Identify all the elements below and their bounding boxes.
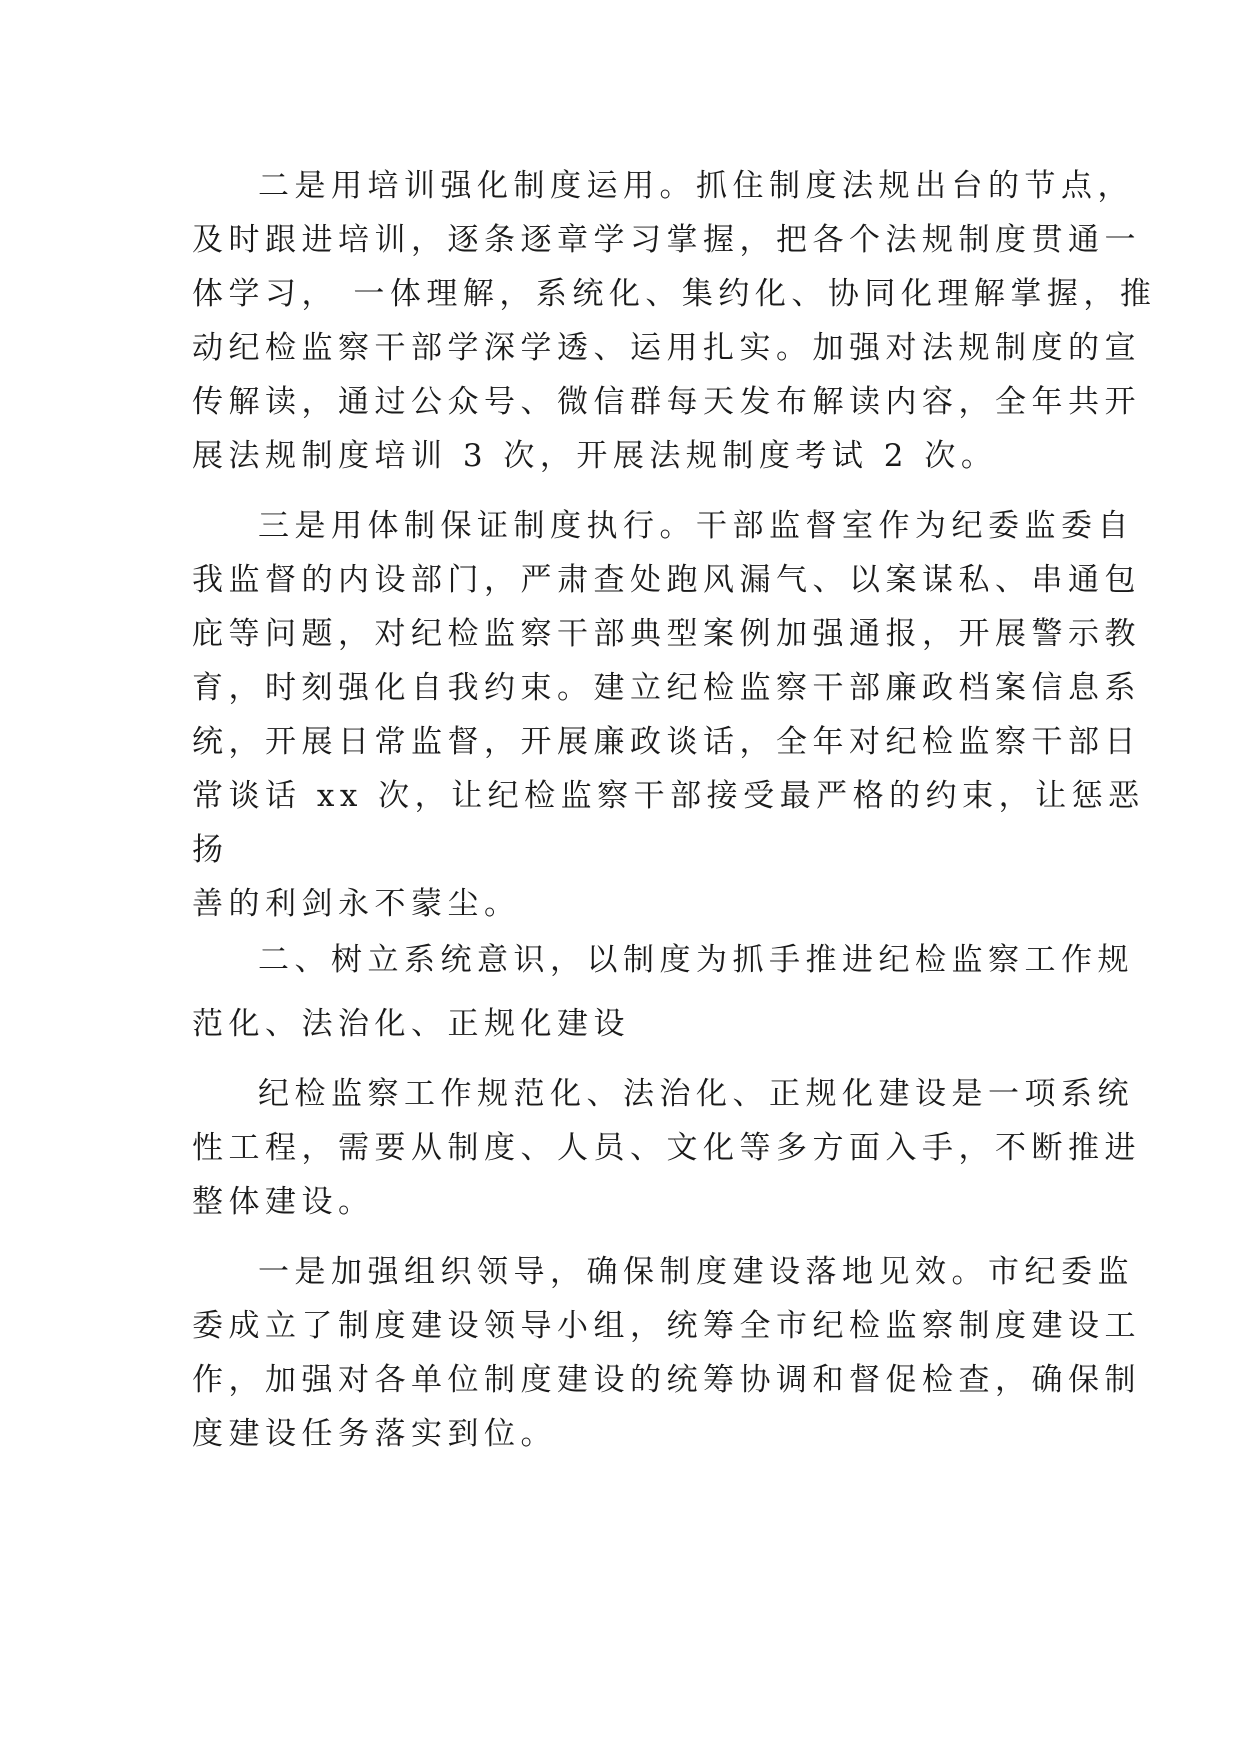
text-line: 扬 [192,832,229,868]
text-line: 动纪检监察干部学深学透、运用扎实。加强对法规制度的宣 [192,330,1141,366]
text-line: 作，加强对各单位制度建设的统筹协调和督促检查，确保制 [192,1362,1141,1398]
text-line: 展法规制度培训 3 次，开展法规制度考试 2 次。 [192,438,998,474]
section-heading: 范化、法治化、正规化建设 [192,1006,630,1042]
text-line: 一是加强组织领导，确保制度建设落地见效。市纪委监 [258,1254,1134,1290]
text-line: 度建设任务落实到位。 [192,1416,557,1452]
text-line: 体学习， 一体理解，系统化、集约化、协同化理解掌握，推 [192,276,1157,312]
section-heading: 二、树立系统意识，以制度为抓手推进纪检监察工作规 [258,942,1134,978]
text-line: 及时跟进培训，逐条逐章学习掌握，把各个法规制度贯通一 [192,222,1141,258]
text-line: 二是用培训强化制度运用。抓住制度法规出台的节点， [258,168,1134,204]
text-line: 庇等问题，对纪检监察干部典型案例加强通报，开展警示教 [192,616,1141,652]
text-line: 三是用体制保证制度执行。干部监督室作为纪委监委自 [258,508,1134,544]
text-line: 统，开展日常监督，开展廉政谈话，全年对纪检监察干部日 [192,724,1141,760]
text-line: 常谈话 xx 次，让纪检监察干部接受最严格的约束，让惩恶 [192,778,1145,814]
text-line: 我监督的内设部门，严肃查处跑风漏气、以案谋私、串通包 [192,562,1141,598]
text-line: 善的利剑永不蒙尘。 [192,886,521,922]
text-line: 传解读，通过公众号、微信群每天发布解读内容，全年共开 [192,384,1141,420]
text-line: 性工程，需要从制度、人员、文化等多方面入手，不断推进 [192,1130,1141,1166]
text-line: 整体建设。 [192,1184,375,1220]
text-line: 纪检监察工作规范化、法治化、正规化建设是一项系统 [258,1076,1134,1112]
text-line: 育，时刻强化自我约束。建立纪检监察干部廉政档案信息系 [192,670,1141,706]
text-line: 委成立了制度建设领导小组，统筹全市纪检监察制度建设工 [192,1308,1141,1344]
